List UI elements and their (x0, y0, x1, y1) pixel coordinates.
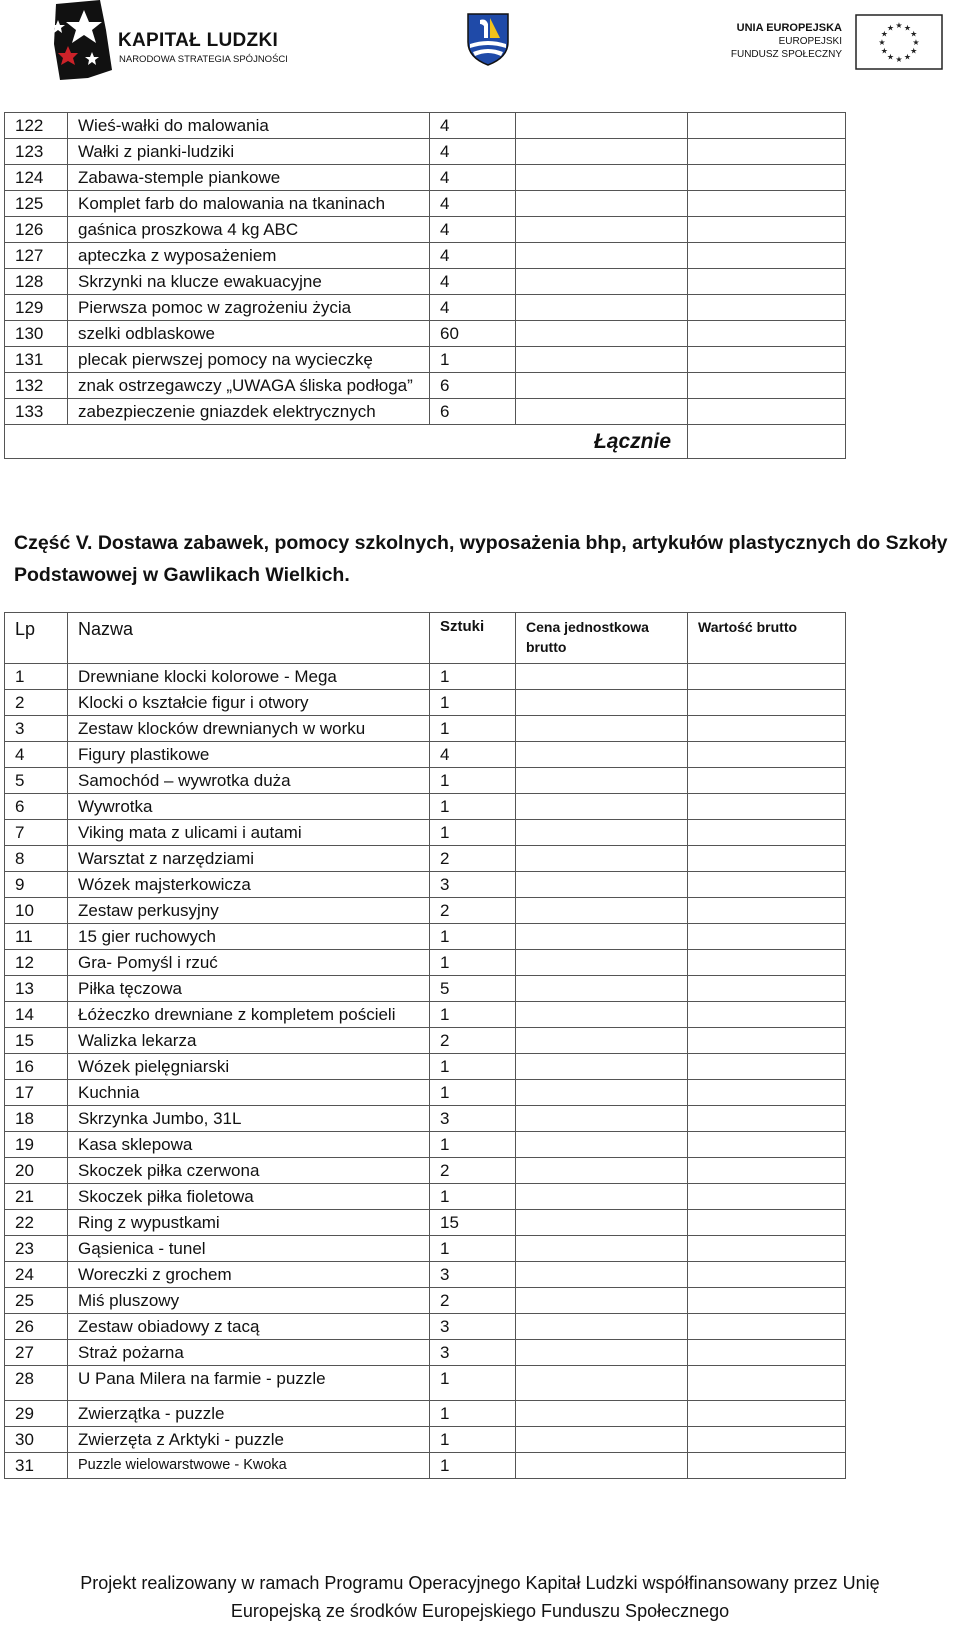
cell-name: Figury plastikowe (68, 742, 430, 768)
cell-total (688, 347, 846, 373)
cell-lp: 125 (5, 191, 68, 217)
cell-name: plecak pierwszej pomocy na wycieczkę (68, 347, 430, 373)
cell-qty: 1 (430, 664, 516, 690)
cell-lp: 28 (5, 1366, 68, 1401)
table-row (5, 820, 846, 846)
cell-name: Pierwsza pomoc w zagrożeniu życia (68, 295, 430, 321)
cell-unit-price (516, 373, 688, 399)
header-name: Nazwa (68, 613, 430, 664)
cell-qty: 4 (430, 295, 516, 321)
cell-lp: 27 (5, 1340, 68, 1366)
eu-star-icon: ★ (895, 21, 903, 30)
table-row (5, 898, 846, 924)
cell-qty: 4 (430, 191, 516, 217)
cell-lp: 130 (5, 321, 68, 347)
cell-total (688, 1054, 846, 1080)
cell-lp: 4 (5, 742, 68, 768)
cell-name: Zestaw klocków drewnianych w worku (68, 716, 430, 742)
cell-total (688, 820, 846, 846)
cell-qty: 4 (430, 742, 516, 768)
table-row (5, 347, 846, 373)
cell-qty: 4 (430, 139, 516, 165)
cell-unit-price (516, 976, 688, 1002)
table-row (5, 664, 846, 690)
cell-total (688, 139, 846, 165)
cell-qty: 6 (430, 373, 516, 399)
cell-name: U Pana Milera na farmie - puzzle (68, 1366, 430, 1401)
cell-qty: 4 (430, 113, 516, 139)
cell-lp: 124 (5, 165, 68, 191)
cell-total (688, 1028, 846, 1054)
cell-total (688, 716, 846, 742)
cell-qty: 3 (430, 1262, 516, 1288)
table-row (5, 1106, 846, 1132)
table-row (5, 1184, 846, 1210)
header-lp: Lp (5, 613, 68, 664)
table-row (5, 1236, 846, 1262)
table-row (5, 742, 846, 768)
table-row (5, 872, 846, 898)
cell-name: Kasa sklepowa (68, 1132, 430, 1158)
cell-lp: 31 (5, 1453, 68, 1479)
cell-lp: 26 (5, 1314, 68, 1340)
eu-fund-label-2: FUNDUSZ SPOŁECZNY (730, 49, 842, 60)
cell-lp: 15 (5, 1028, 68, 1054)
cell-total (688, 1210, 846, 1236)
kapital-ludzki-title: KAPITAŁ LUDZKI (118, 30, 279, 51)
cell-qty: 1 (430, 1054, 516, 1080)
cell-qty: 1 (430, 347, 516, 373)
cell-name: Ring z wypustkami (68, 1210, 430, 1236)
cell-name: szelki odblaskowe (68, 321, 430, 347)
table-row (5, 1401, 846, 1427)
cell-total (688, 950, 846, 976)
cell-qty: 1 (430, 690, 516, 716)
cell-total (688, 872, 846, 898)
cell-total (688, 924, 846, 950)
cell-qty: 1 (430, 1080, 516, 1106)
cell-total (688, 898, 846, 924)
cell-total (688, 243, 846, 269)
cell-unit-price (516, 1340, 688, 1366)
cell-unit-price (516, 1054, 688, 1080)
cell-total (688, 1288, 846, 1314)
cell-unit-price (516, 742, 688, 768)
header-qty: Sztuki (430, 613, 516, 664)
cell-unit-price (516, 1453, 688, 1479)
cell-name: Wózek pielęgniarski (68, 1054, 430, 1080)
cell-name: Wózek majsterkowicza (68, 872, 430, 898)
cell-unit-price (516, 1427, 688, 1453)
cell-name: Skrzynki na klucze ewakuacyjne (68, 269, 430, 295)
eu-star-icon: ★ (886, 23, 895, 33)
cell-unit-price (516, 139, 688, 165)
cell-total (688, 846, 846, 872)
cell-unit-price (516, 243, 688, 269)
cell-name: Gąsienica - tunel (68, 1236, 430, 1262)
cell-qty: 1 (430, 1132, 516, 1158)
cell-lp: 6 (5, 794, 68, 820)
table-row (5, 1028, 846, 1054)
cell-unit-price (516, 321, 688, 347)
cell-total (688, 1314, 846, 1340)
cell-unit-price (516, 898, 688, 924)
table-row (5, 924, 846, 950)
cell-name: Samochód – wywrotka duża (68, 768, 430, 794)
cell-unit-price (516, 1184, 688, 1210)
eu-star-icon: ★ (903, 52, 912, 62)
cell-name: Kuchnia (68, 1080, 430, 1106)
cell-qty: 2 (430, 1288, 516, 1314)
table-row (5, 1054, 846, 1080)
cell-total (688, 321, 846, 347)
cell-name: Viking mata z ulicami i autami (68, 820, 430, 846)
table-row (5, 950, 846, 976)
cell-total (688, 664, 846, 690)
total-row (5, 425, 846, 459)
cell-lp: 14 (5, 1002, 68, 1028)
cell-lp: 30 (5, 1427, 68, 1453)
table-row (5, 1288, 846, 1314)
cell-lp: 128 (5, 269, 68, 295)
kapital-ludzki-emblem-icon (48, 0, 118, 82)
cell-total (688, 165, 846, 191)
eu-fund-label-1: EUROPEJSKI (778, 36, 842, 47)
cell-name: Wałki z pianki-ludziki (68, 139, 430, 165)
cell-qty: 5 (430, 976, 516, 1002)
part5-title: Część V. Dostawa zabawek, pomocy szkolnych, wyposażenia bhp, artykułów plastycznych do Szkoły Podstawowej w Gawlikach Wielkich. (14, 532, 948, 586)
cell-unit-price (516, 165, 688, 191)
cell-total (688, 1132, 846, 1158)
cell-name: Skoczek piłka czerwona (68, 1158, 430, 1184)
cell-name: 15 gier ruchowych (68, 924, 430, 950)
cell-unit-price (516, 924, 688, 950)
total-value (688, 425, 846, 459)
cell-qty: 1 (430, 924, 516, 950)
eu-star-icon: ★ (886, 52, 895, 62)
part5-items-body (5, 664, 846, 1479)
table-row (5, 1080, 846, 1106)
cell-name: Walizka lekarza (68, 1028, 430, 1054)
cell-total (688, 373, 846, 399)
cell-lp: 11 (5, 924, 68, 950)
cell-lp: 20 (5, 1158, 68, 1184)
table-row (5, 1314, 846, 1340)
cell-unit-price (516, 716, 688, 742)
table-row (5, 269, 846, 295)
part4-items-table (4, 112, 846, 459)
table-row (5, 1340, 846, 1366)
cell-qty: 4 (430, 165, 516, 191)
table-row (5, 794, 846, 820)
page-footer (0, 1569, 960, 1625)
cell-name: Klocki o kształcie figur i otwory (68, 690, 430, 716)
table-row (5, 1453, 846, 1479)
cell-qty: 1 (430, 950, 516, 976)
cell-unit-price (516, 846, 688, 872)
cell-lp: 25 (5, 1288, 68, 1314)
table-row (5, 1002, 846, 1028)
cell-lp: 21 (5, 1184, 68, 1210)
eu-star-icon: ★ (878, 38, 886, 47)
header-total: Wartość brutto (688, 613, 846, 664)
cell-unit-price (516, 1080, 688, 1106)
cell-qty: 3 (430, 1340, 516, 1366)
cell-name: zabezpieczenie gniazdek elektrycznych (68, 399, 430, 425)
cell-unit-price (516, 1366, 688, 1401)
cell-qty: 3 (430, 1314, 516, 1340)
table-row (5, 1262, 846, 1288)
table-row (5, 846, 846, 872)
cell-lp: 12 (5, 950, 68, 976)
cell-total (688, 1002, 846, 1028)
cell-total (688, 191, 846, 217)
table-row (5, 976, 846, 1002)
table-row (5, 139, 846, 165)
table-row (5, 1366, 846, 1401)
cell-name: Zestaw perkusyjny (68, 898, 430, 924)
cell-total (688, 768, 846, 794)
cell-name: znak ostrzegawczy „UWAGA śliska podłoga” (68, 373, 430, 399)
cell-total (688, 399, 846, 425)
cell-total (688, 1236, 846, 1262)
cell-name: Zabawa-stemple piankowe (68, 165, 430, 191)
part5-items-table (4, 612, 846, 1479)
cell-lp: 17 (5, 1080, 68, 1106)
cell-total (688, 1427, 846, 1453)
cell-qty: 2 (430, 898, 516, 924)
cell-total (688, 1080, 846, 1106)
table-row (5, 1132, 846, 1158)
cell-total (688, 217, 846, 243)
cell-unit-price (516, 191, 688, 217)
cell-unit-price (516, 768, 688, 794)
footer-line-2: Europejską ze środków Europejskiego Funduszu Społecznego (230, 1601, 730, 1621)
cell-unit-price (516, 399, 688, 425)
cell-qty: 1 (430, 1366, 516, 1401)
cell-name: Wieś-wałki do malowania (68, 113, 430, 139)
cell-name: Zwierzęta z Arktyki - puzzle (68, 1427, 430, 1453)
cell-total (688, 1340, 846, 1366)
cell-unit-price (516, 1314, 688, 1340)
cell-unit-price (516, 794, 688, 820)
cell-qty: 1 (430, 820, 516, 846)
table-row (5, 217, 846, 243)
cell-total (688, 794, 846, 820)
cell-name: Zestaw obiadowy z tacą (68, 1314, 430, 1340)
cell-qty: 1 (430, 1427, 516, 1453)
table-row (5, 1158, 846, 1184)
eu-union-label: UNIA EUROPEJSKA (736, 22, 842, 34)
eu-star-icon: ★ (880, 29, 888, 39)
cell-lp: 19 (5, 1132, 68, 1158)
eu-flag-icon (855, 14, 943, 70)
cell-unit-price (516, 347, 688, 373)
table-row (5, 1427, 846, 1453)
cell-name: Skoczek piłka fioletowa (68, 1184, 430, 1210)
cell-qty: 1 (430, 1236, 516, 1262)
cell-unit-price (516, 1288, 688, 1314)
cell-name: Zwierzątka - puzzle (68, 1401, 430, 1427)
cell-qty: 3 (430, 872, 516, 898)
cell-lp: 2 (5, 690, 68, 716)
cell-unit-price (516, 950, 688, 976)
cell-total (688, 690, 846, 716)
cell-unit-price (516, 1028, 688, 1054)
cell-lp: 123 (5, 139, 68, 165)
part5-header-row (5, 613, 846, 664)
cell-lp: 7 (5, 820, 68, 846)
kapital-ludzki-subtitle: NARODOWA STRATEGIA SPÓJNOŚCI (119, 54, 288, 65)
cell-lp: 3 (5, 716, 68, 742)
kapital-ludzki-logo (48, 0, 308, 82)
table-row (5, 165, 846, 191)
table-row (5, 321, 846, 347)
cell-unit-price (516, 113, 688, 139)
cell-total (688, 113, 846, 139)
cell-qty: 4 (430, 269, 516, 295)
cell-total (688, 976, 846, 1002)
cell-qty: 1 (430, 1184, 516, 1210)
cell-total (688, 742, 846, 768)
cell-unit-price (516, 690, 688, 716)
cell-qty: 1 (430, 1453, 516, 1479)
cell-name: Drewniane klocki kolorowe - Mega (68, 664, 430, 690)
cell-qty: 1 (430, 794, 516, 820)
table-row (5, 768, 846, 794)
cell-lp: 10 (5, 898, 68, 924)
cell-lp: 8 (5, 846, 68, 872)
cell-unit-price (516, 1236, 688, 1262)
cell-lp: 122 (5, 113, 68, 139)
cell-lp: 18 (5, 1106, 68, 1132)
cell-lp: 126 (5, 217, 68, 243)
cell-qty: 1 (430, 716, 516, 742)
cell-name: Wywrotka (68, 794, 430, 820)
cell-name: Puzzle wielowarstwowe - Kwoka (68, 1453, 430, 1479)
cell-qty: 60 (430, 321, 516, 347)
table-row (5, 373, 846, 399)
cell-total (688, 1106, 846, 1132)
cell-qty: 2 (430, 1028, 516, 1054)
cell-name: Miś pluszowy (68, 1288, 430, 1314)
eu-star-icon: ★ (880, 46, 888, 56)
cell-qty: 15 (430, 1210, 516, 1236)
cell-qty: 2 (430, 1158, 516, 1184)
cell-unit-price (516, 269, 688, 295)
cell-total (688, 295, 846, 321)
cell-lp: 5 (5, 768, 68, 794)
cell-lp: 129 (5, 295, 68, 321)
cell-lp: 13 (5, 976, 68, 1002)
cell-name: Piłka tęczowa (68, 976, 430, 1002)
cell-unit-price (516, 1132, 688, 1158)
cell-qty: 1 (430, 768, 516, 794)
part4-items-body (5, 113, 846, 459)
cell-unit-price (516, 820, 688, 846)
cell-total (688, 1366, 846, 1401)
cell-unit-price (516, 1158, 688, 1184)
cell-name: apteczka z wyposażeniem (68, 243, 430, 269)
table-row (5, 113, 846, 139)
cell-lp: 9 (5, 872, 68, 898)
table-row (5, 191, 846, 217)
cell-qty: 4 (430, 243, 516, 269)
cell-unit-price (516, 1401, 688, 1427)
cell-unit-price (516, 1106, 688, 1132)
municipal-crest-icon (466, 12, 510, 66)
cell-total (688, 1262, 846, 1288)
cell-name: Warsztat z narzędziami (68, 846, 430, 872)
cell-lp: 22 (5, 1210, 68, 1236)
cell-name: Skrzynka Jumbo, 31L (68, 1106, 430, 1132)
cell-name: Gra- Pomyśl i rzuć (68, 950, 430, 976)
cell-unit-price (516, 295, 688, 321)
cell-total (688, 1401, 846, 1427)
cell-unit-price (516, 217, 688, 243)
cell-total (688, 1453, 846, 1479)
eu-text (690, 22, 842, 61)
cell-unit-price (516, 872, 688, 898)
cell-name: Łóżeczko drewniane z kompletem pościeli (68, 1002, 430, 1028)
cell-unit-price (516, 1002, 688, 1028)
footer-line-1: Projekt realizowany w ramach Programu Operacyjnego Kapitał Ludzki współfinansowany przez Unię (80, 1573, 880, 1593)
table-row (5, 716, 846, 742)
table-row (5, 399, 846, 425)
cell-lp: 132 (5, 373, 68, 399)
eu-star-icon: ★ (910, 46, 918, 56)
cell-total (688, 1184, 846, 1210)
cell-qty: 6 (430, 399, 516, 425)
cell-lp: 1 (5, 664, 68, 690)
table-row (5, 1210, 846, 1236)
header-unit-price: Cena jednostkowa brutto (516, 613, 688, 664)
cell-lp: 131 (5, 347, 68, 373)
table-row (5, 295, 846, 321)
cell-qty: 2 (430, 846, 516, 872)
cell-total (688, 1158, 846, 1184)
eu-star-icon: ★ (895, 55, 903, 64)
eu-star-icon: ★ (910, 29, 918, 39)
cell-name: gaśnica proszkowa 4 kg ABC (68, 217, 430, 243)
total-label: Łącznie (5, 425, 688, 459)
cell-lp: 29 (5, 1401, 68, 1427)
cell-qty: 4 (430, 217, 516, 243)
cell-name: Woreczki z grochem (68, 1262, 430, 1288)
cell-lp: 16 (5, 1054, 68, 1080)
cell-lp: 127 (5, 243, 68, 269)
cell-lp: 24 (5, 1262, 68, 1288)
cell-qty: 3 (430, 1106, 516, 1132)
cell-unit-price (516, 1210, 688, 1236)
table-row (5, 690, 846, 716)
eu-star-icon: ★ (912, 38, 920, 47)
cell-total (688, 269, 846, 295)
cell-name: Straż pożarna (68, 1340, 430, 1366)
table-row (5, 243, 846, 269)
cell-lp: 133 (5, 399, 68, 425)
cell-unit-price (516, 664, 688, 690)
page-header (0, 0, 960, 80)
eu-star-icon: ★ (903, 23, 912, 33)
cell-lp: 23 (5, 1236, 68, 1262)
cell-name: Komplet farb do malowania na tkaninach (68, 191, 430, 217)
cell-qty: 1 (430, 1401, 516, 1427)
cell-qty: 1 (430, 1002, 516, 1028)
cell-unit-price (516, 1262, 688, 1288)
